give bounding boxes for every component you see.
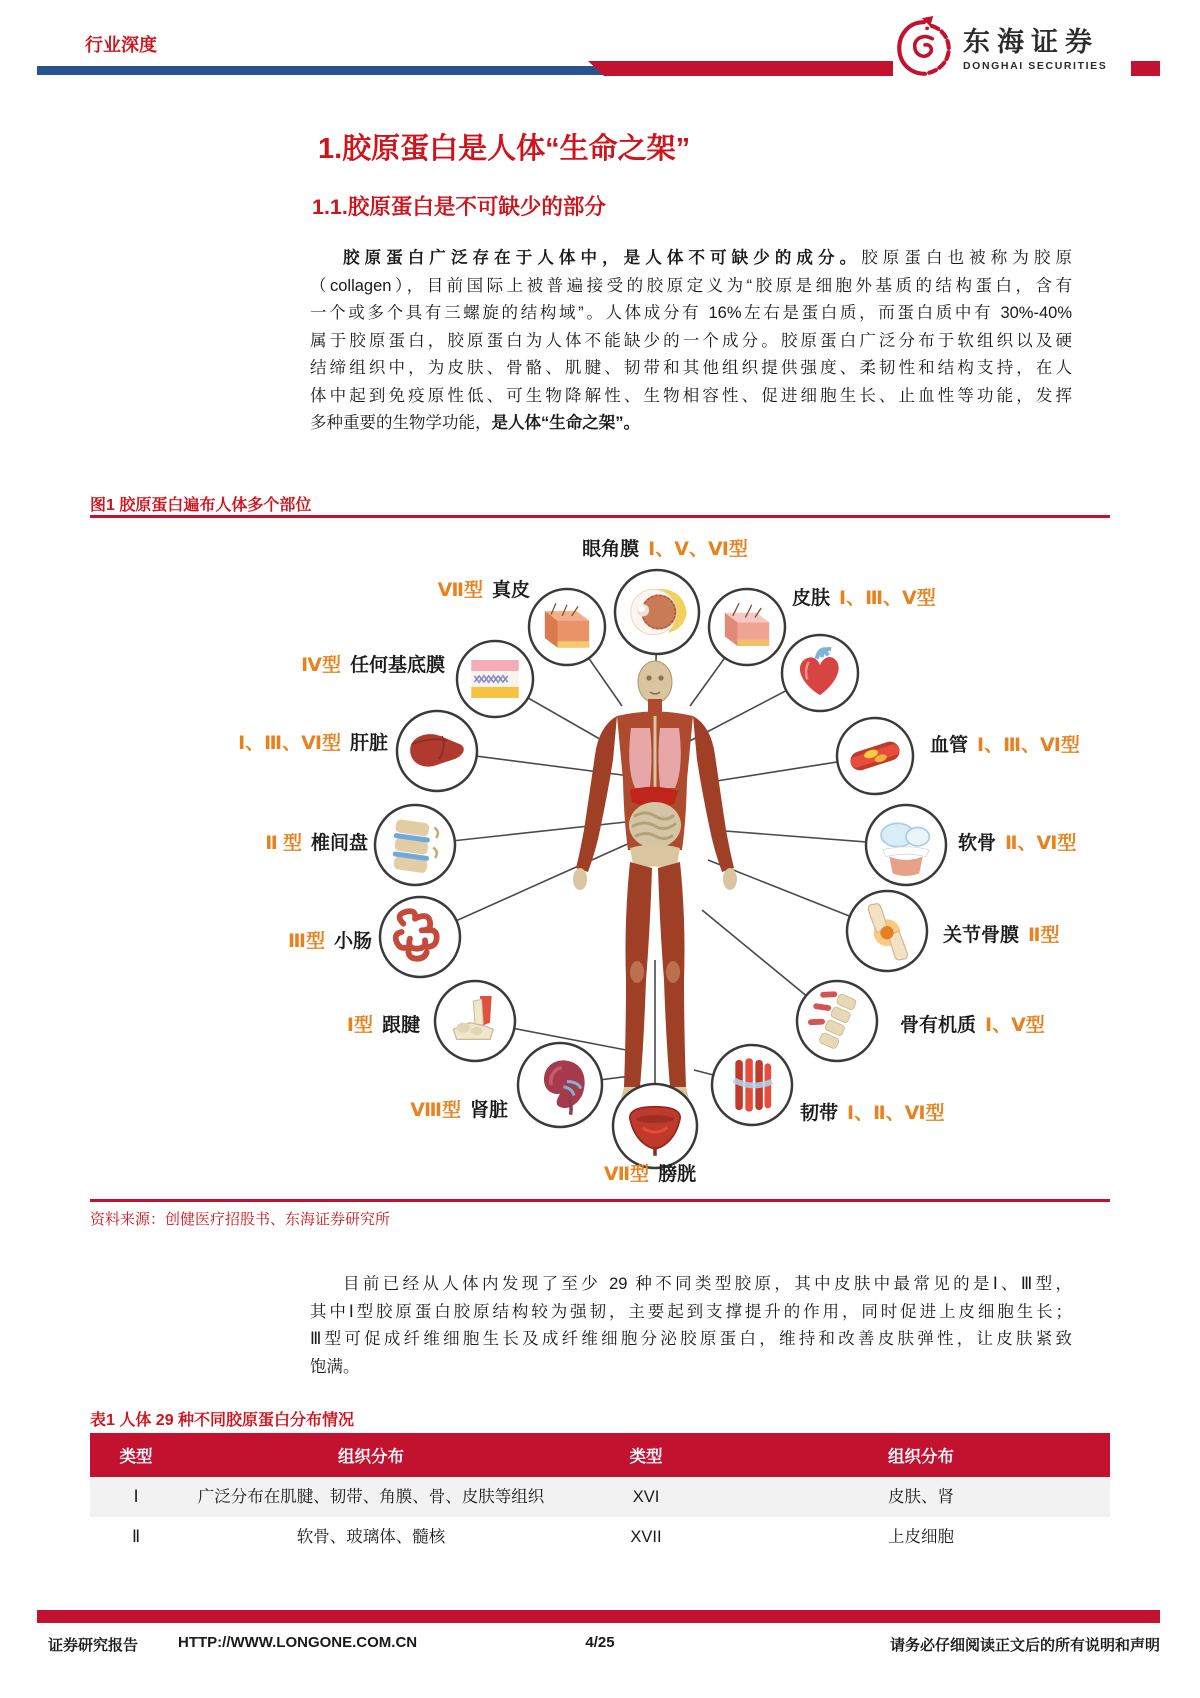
text-segment: 多种重要的生物学功能， <box>310 414 492 432</box>
table-column-header: 组织分布 <box>732 1433 1110 1477</box>
collagen-type-text: Ⅳ型 <box>301 655 341 676</box>
collagen-type-text: Ⅱ 型 <box>265 833 302 854</box>
collagen-type-text: Ⅶ型 <box>603 1164 650 1185</box>
basement-membrane-icon <box>457 641 533 717</box>
paragraph-line <box>310 1354 1072 1382</box>
text-segment: 是人体“生命之架”。 <box>491 414 640 432</box>
bone-matrix-icon <box>797 981 877 1061</box>
footer-website-link: HTTP://WWW.LONGONE.COM.CN <box>178 1634 418 1651</box>
organ-name-text: 小肠 <box>333 931 372 952</box>
table-row <box>90 1477 1110 1517</box>
paragraph-line <box>310 1326 1072 1354</box>
body-paragraph-2 <box>310 1271 1072 1381</box>
table-caption: 表1 人体 29 种不同胶原蛋白分布情况 <box>90 1412 355 1429</box>
footer-report-type: 证券研究报告 <box>48 1637 139 1654</box>
figure-source: 资料来源：创健医疗招股书、东海证券研究所 <box>90 1211 391 1228</box>
paragraph-line <box>310 355 1072 383</box>
figure-label-ligament <box>800 1098 944 1125</box>
figure-label-kidney <box>410 1095 508 1122</box>
organ-name-text: 膀胱 <box>658 1164 697 1185</box>
collagen-type-text: Ⅰ、Ⅴ型 <box>985 1015 1045 1036</box>
organ-name-text: 肝脏 <box>349 733 388 754</box>
organ-name-text: 韧带 <box>800 1103 839 1124</box>
figure-label-joint-periosteum <box>943 920 1060 947</box>
organ-name-text: 真皮 <box>491 580 530 601</box>
table-cell: 上皮细胞 <box>888 1528 954 1546</box>
paragraph-line <box>310 410 1072 438</box>
cartilage-icon <box>866 805 946 885</box>
figure-label-dermis <box>438 575 530 602</box>
skin-icon <box>709 589 785 665</box>
paragraph-line <box>310 328 1072 356</box>
dragon-logo-icon <box>893 15 955 86</box>
text-segment: 胶原蛋白也被称为胶原 <box>861 249 1073 267</box>
section-title: 1.胶原蛋白是人体“生命之架” <box>318 133 691 165</box>
table-cell: 皮肤、肾 <box>732 1477 1110 1517</box>
table-header-row <box>90 1433 1110 1477</box>
table-cell: Ⅰ <box>90 1477 182 1517</box>
company-logo <box>893 10 1131 90</box>
figure-label-bone-matrix <box>900 1010 1045 1037</box>
brand-name-cn: 东海证券 <box>963 27 1099 58</box>
organ-name-text: 任何基底膜 <box>349 655 445 676</box>
table-row <box>90 1517 1110 1557</box>
blood-vessel-icon <box>837 718 913 794</box>
text-segment: 属于胶原蛋白，胶原蛋白为人体不能缺少的一个成分。胶原蛋白广泛分布于软组织以及硬 <box>310 331 1072 350</box>
organ-name-text: 跟腱 <box>381 1015 420 1036</box>
liver-icon <box>397 711 477 791</box>
figure-label-basement-membrane <box>301 650 445 677</box>
heart-icon <box>782 635 858 711</box>
organ-name-text: 肾脏 <box>469 1100 508 1121</box>
text-segment: 饱满。 <box>310 1357 360 1376</box>
report-category-label: 行业深度 <box>85 35 157 55</box>
figure-label-small-intestine <box>288 926 372 953</box>
figure-label-cornea <box>582 534 748 561</box>
text-segment: （collagen），目前国际上被普遍接受的胶原定义为“胶原是细胞外基质的结构蛋白，含有 <box>310 276 1072 295</box>
organ-name-text: 椎间盘 <box>310 833 368 854</box>
collagen-type-text: Ⅰ、Ⅲ、Ⅵ型 <box>238 733 341 754</box>
table-column-header: 类型 <box>560 1433 732 1477</box>
figure-label-bladder <box>604 1159 696 1186</box>
footer-disclaimer: 请务必仔细阅读正文后的所有说明和声明 <box>889 1637 1160 1654</box>
table-cell: Ⅱ <box>131 1528 141 1546</box>
spinal-disc-icon <box>375 805 455 885</box>
collagen-type-text: Ⅶ型 <box>437 580 483 601</box>
bladder-icon <box>613 1084 697 1168</box>
table-cell: XVII <box>630 1528 662 1546</box>
joint-periosteum-icon <box>847 891 927 971</box>
text-segment: 结缔组织中，为皮肤、骨骼、肌腱、韧带和其他组织提供强度、柔韧性和结构支持，在人 <box>310 359 1072 377</box>
figure-label-achilles-tendon <box>347 1010 420 1037</box>
collagen-type-text: Ⅱ型 <box>1028 925 1060 946</box>
figure-caption-rule <box>90 515 1110 518</box>
body-paragraph-1 <box>310 245 1072 438</box>
footer-rule <box>37 1610 1160 1623</box>
text-segment: 体中起到免疫原性低、可生物降解性、生物相容性、促进细胞生长、止血性等功能，发挥 <box>310 386 1072 405</box>
organ-name-text: 皮肤 <box>792 588 831 609</box>
collagen-type-text: Ⅷ型 <box>410 1100 461 1121</box>
paragraph-line <box>310 1271 1072 1299</box>
collagen-type-text: Ⅰ、Ⅱ、Ⅵ型 <box>847 1103 945 1124</box>
organ-name-text: 骨有机质 <box>900 1015 977 1036</box>
collagen-type-text: Ⅰ、Ⅴ、Ⅵ型 <box>648 539 748 560</box>
table-cell: XVI <box>560 1477 732 1517</box>
subsection-title: 1.1.胶原蛋白是不可缺少的部分 <box>312 195 606 219</box>
footer-page-number: 4/25 <box>585 1634 615 1651</box>
paragraph-line <box>310 1299 1072 1327</box>
table-cell: 软骨、玻璃体、髓核 <box>296 1528 446 1546</box>
kidney-icon <box>518 1043 602 1127</box>
collagen-type-text: Ⅰ、Ⅲ、Ⅵ型 <box>977 735 1080 756</box>
figure-caption: 图1 胶原蛋白遍布人体多个部位 <box>90 497 312 514</box>
text-segment: Ⅲ型可促成纤维细胞生长及成纤维细胞分泌胶原蛋白，维持和改善皮肤弹性，让皮肤紧致 <box>310 1330 1072 1348</box>
table-cell: 广泛分布在肌腱、韧带、角膜、骨、皮肤等组织 <box>182 1477 560 1517</box>
figure-label-skin <box>792 583 936 610</box>
organ-name-text: 血管 <box>930 735 969 756</box>
paragraph-line <box>310 273 1072 301</box>
table-column-header: 组织分布 <box>182 1433 560 1477</box>
header-divider-blue <box>37 66 603 75</box>
figure-label-cartilage <box>958 828 1076 855</box>
collagen-type-text: Ⅰ型 <box>346 1015 373 1036</box>
paragraph-line <box>310 383 1072 411</box>
collagen-distribution-table <box>90 1433 1110 1557</box>
text-segment: 其中Ⅰ型胶原蛋白胶原结构较为强韧，主要起到支撑提升的作用，同时促进上皮细胞生长； <box>310 1302 1072 1321</box>
dermis-icon <box>529 589 605 665</box>
organ-name-text: 软骨 <box>958 833 997 854</box>
text-segment: 一个或多个具有三螺旋的结构域”。人体成分有 16%左右是蛋白质，而蛋白质中有 30%-40% <box>310 304 1072 322</box>
achilles-tendon-icon <box>435 981 515 1061</box>
paragraph-line <box>310 300 1072 328</box>
figure-label-liver <box>238 728 388 755</box>
collagen-type-text: Ⅰ、Ⅲ、Ⅴ型 <box>839 588 936 609</box>
collagen-type-text: Ⅱ、Ⅵ型 <box>1005 833 1077 854</box>
paragraph-line <box>310 245 1072 273</box>
small-intestine-icon <box>380 897 460 977</box>
footer <box>0 1634 1200 1656</box>
figure-label-blood-vessel <box>930 730 1080 757</box>
cornea-icon <box>615 570 699 654</box>
table-column-header: 类型 <box>90 1433 182 1477</box>
organ-name-text: 眼角膜 <box>582 539 640 560</box>
figure-source-rule <box>90 1199 1110 1202</box>
collagen-type-text: Ⅲ型 <box>288 931 325 952</box>
ligament-icon <box>712 1045 792 1125</box>
brand-name-en: DONGHAI SECURITIES <box>963 59 1108 72</box>
text-segment: 胶原蛋白广泛存在于人体中，是人体不可缺少的成分。 <box>343 249 862 267</box>
text-segment: 目前已经从人体内发现了至少 29 种不同类型胶原，其中皮肤中最常见的是Ⅰ、Ⅲ型， <box>343 1275 1072 1293</box>
organ-name-text: 关节骨膜 <box>943 925 1020 946</box>
collagen-body-figure <box>90 530 1110 1202</box>
figure-label-spinal-disc <box>265 828 368 855</box>
